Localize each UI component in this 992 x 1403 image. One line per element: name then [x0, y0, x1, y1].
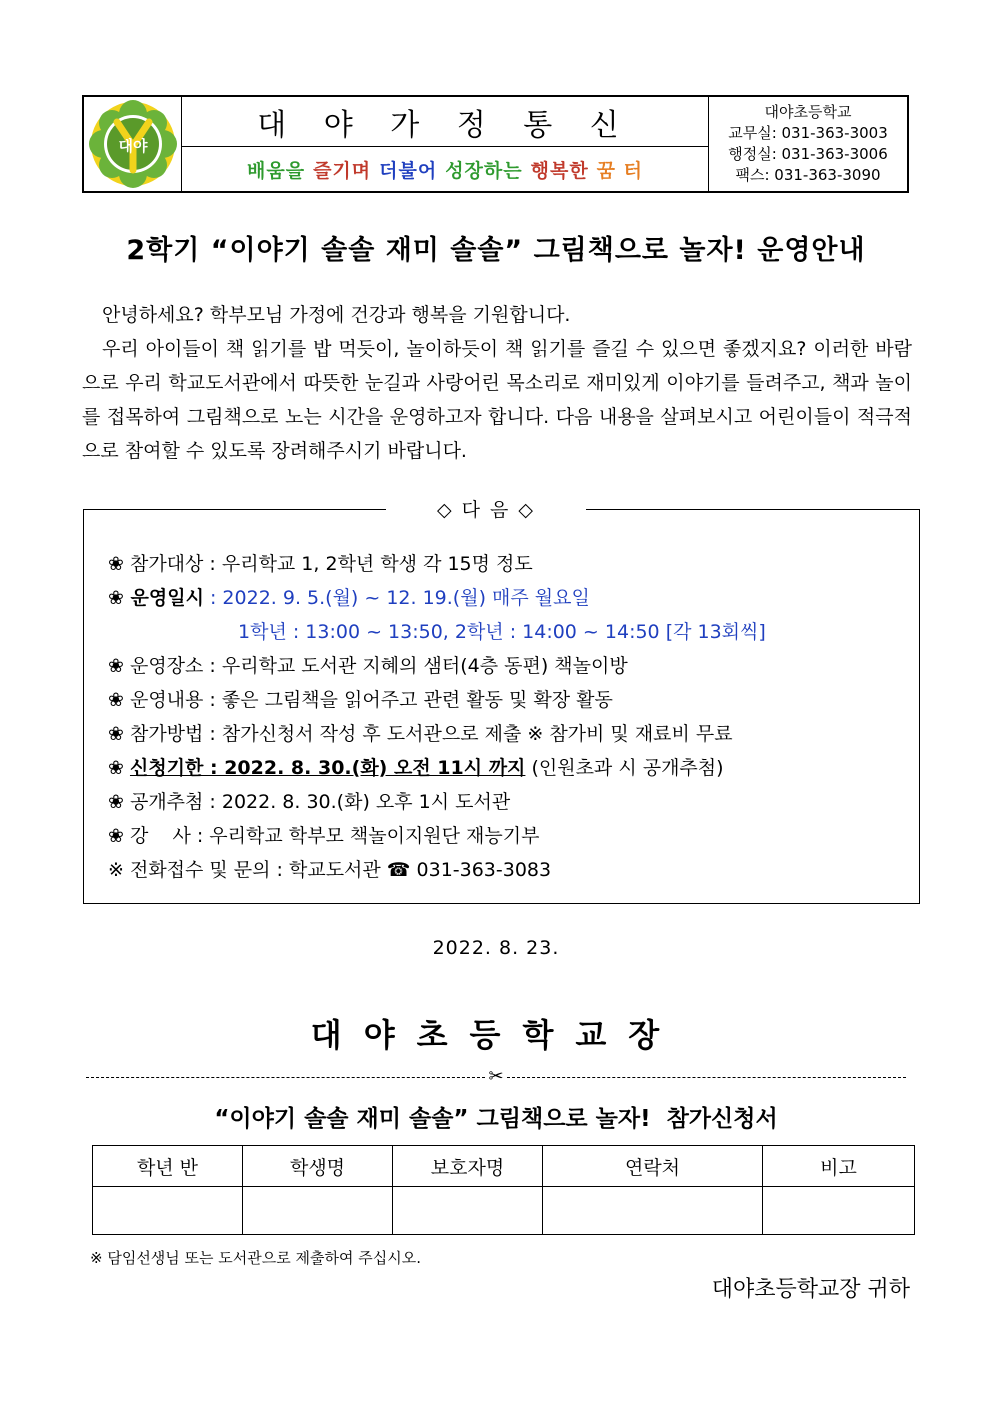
cut-line	[86, 1068, 906, 1086]
column-header: 비고	[763, 1146, 915, 1187]
slogan-word: 행복한	[530, 159, 589, 182]
column-header: 보호자명	[393, 1146, 543, 1187]
item-deadline	[108, 751, 766, 785]
item-lottery: ❀ 공개추첨 : 2022. 8. 30.(화) 오후 1시 도서관	[108, 791, 511, 813]
school-name: 대야초등학교	[764, 103, 852, 121]
item-method: ❀ 참가방법 : 참가신청서 작성 후 도서관으로 제출 ※ 참가비 및 재료비 무료	[108, 723, 733, 745]
school-logo-cell	[84, 97, 182, 191]
table-header-row	[93, 1146, 915, 1187]
submission-note: ※ 담임선생님 또는 도서관으로 제출하여 주십시오.	[90, 1249, 421, 1267]
newsletter-header	[82, 95, 909, 193]
deadline-bullet: ❀	[108, 757, 130, 779]
application-table	[92, 1145, 915, 1235]
slogan-word: 배움을	[247, 159, 306, 182]
header-title-cell	[182, 97, 709, 191]
slogan-word: 즐기며	[313, 159, 372, 182]
intro-text	[82, 298, 912, 468]
grade-class-cell[interactable]	[93, 1187, 243, 1235]
column-header: 연락처	[543, 1146, 763, 1187]
intro-body: 우리 아이들이 책 읽기를 밥 먹듯이, 놀이하듯이 책 읽기를 즐길 수 있으면 좋겠지요? 이러한 바람으로 우리 학교도서관에서 따뜻한 눈길과 사랑어린 목소리로 재미있게 이야기를 들려주고, 책과 놀이를 접목하여 그림책으로 노는 시간을 운영하고자 합니다. 다음 내용을 살펴보시고 어린이들이 적극적으로 참여할 수 있도록 장려해주시기 바랍니다.	[82, 338, 912, 462]
dashed-line	[86, 1077, 485, 1078]
contact-line: 행정실: 031-363-3006	[728, 145, 888, 163]
issue-date: 2022. 8. 23.	[432, 937, 560, 959]
guardian-name-cell[interactable]	[393, 1187, 543, 1235]
principal-signature: 대야초등학교장	[310, 1016, 682, 1054]
document-title: 2학기 “이야기 솔솔 재미 솔솔” 그림책으로 놀자! 운영안내	[126, 235, 866, 266]
notice-legend: ◇ 다 음 ◇	[386, 495, 586, 522]
column-header: 학생명	[243, 1146, 393, 1187]
contact-cell[interactable]	[543, 1187, 763, 1235]
deadline-main: 신청기한 : 2022. 8. 30.(화) 오전 11시 까지	[129, 757, 526, 779]
item-schedule-times: 1학년 : 13:00 ~ 13:50, 2학년 : 14:00 ~ 14:50 [각 13회씩]	[238, 621, 766, 643]
deadline-note: (인원초과 시 공개추첨)	[525, 757, 724, 779]
item-inquiry: ※ 전화접수 및 문의 : 학교도서관 ☎ 031-363-3083	[108, 859, 552, 881]
slogan-word: 성장하는	[445, 159, 523, 182]
contact-line: 교무실: 031-363-3003	[728, 124, 888, 142]
scissors-icon: ✂	[488, 1066, 504, 1087]
logo-text: 대야	[118, 137, 147, 155]
item-instructor: ❀ 강 사 : 우리학교 학부모 책놀이지원단 재능기부	[108, 825, 540, 847]
school-contact-cell	[709, 97, 907, 191]
dashed-line	[507, 1077, 906, 1078]
item-content: ❀ 운영내용 : 좋은 그림책을 읽어주고 관련 활동 및 확장 활동	[108, 689, 613, 711]
school-logo-icon	[89, 100, 177, 188]
slogan-word: 꿈 터	[596, 159, 643, 182]
newsletter-title: 대 야 가 정 통 신	[182, 97, 708, 147]
slogan-word: 더불어	[379, 159, 438, 182]
schedule-label: ❀ 운영일시	[108, 587, 204, 609]
item-target: ❀ 참가대상 : 우리학교 1, 2학년 학생 각 15명 정도	[108, 553, 533, 575]
notice-items	[108, 547, 766, 887]
student-name-cell[interactable]	[243, 1187, 393, 1235]
schedule-value: : 2022. 9. 5.(월) ~ 12. 19.(월) 매주 월요일	[203, 587, 590, 609]
contact-line: 팩스: 031-363-3090	[735, 166, 881, 184]
item-schedule	[108, 581, 766, 615]
item-place: ❀ 운영장소 : 우리학교 도서관 지혜의 샘터(4층 동편) 책놀이방	[108, 655, 628, 677]
intro-greeting: 안녕하세요? 학부모님 가정에 건강과 행복을 기원합니다.	[102, 304, 571, 326]
table-row	[93, 1187, 915, 1235]
remarks-cell[interactable]	[763, 1187, 915, 1235]
column-header: 학년 반	[93, 1146, 243, 1187]
application-form-title: “이야기 솔솔 재미 솔솔” 그림책으로 놀자! 참가신청서	[214, 1106, 778, 1132]
school-slogan	[182, 147, 708, 191]
addressee: 대야초등학교장 귀하	[711, 1277, 910, 1302]
